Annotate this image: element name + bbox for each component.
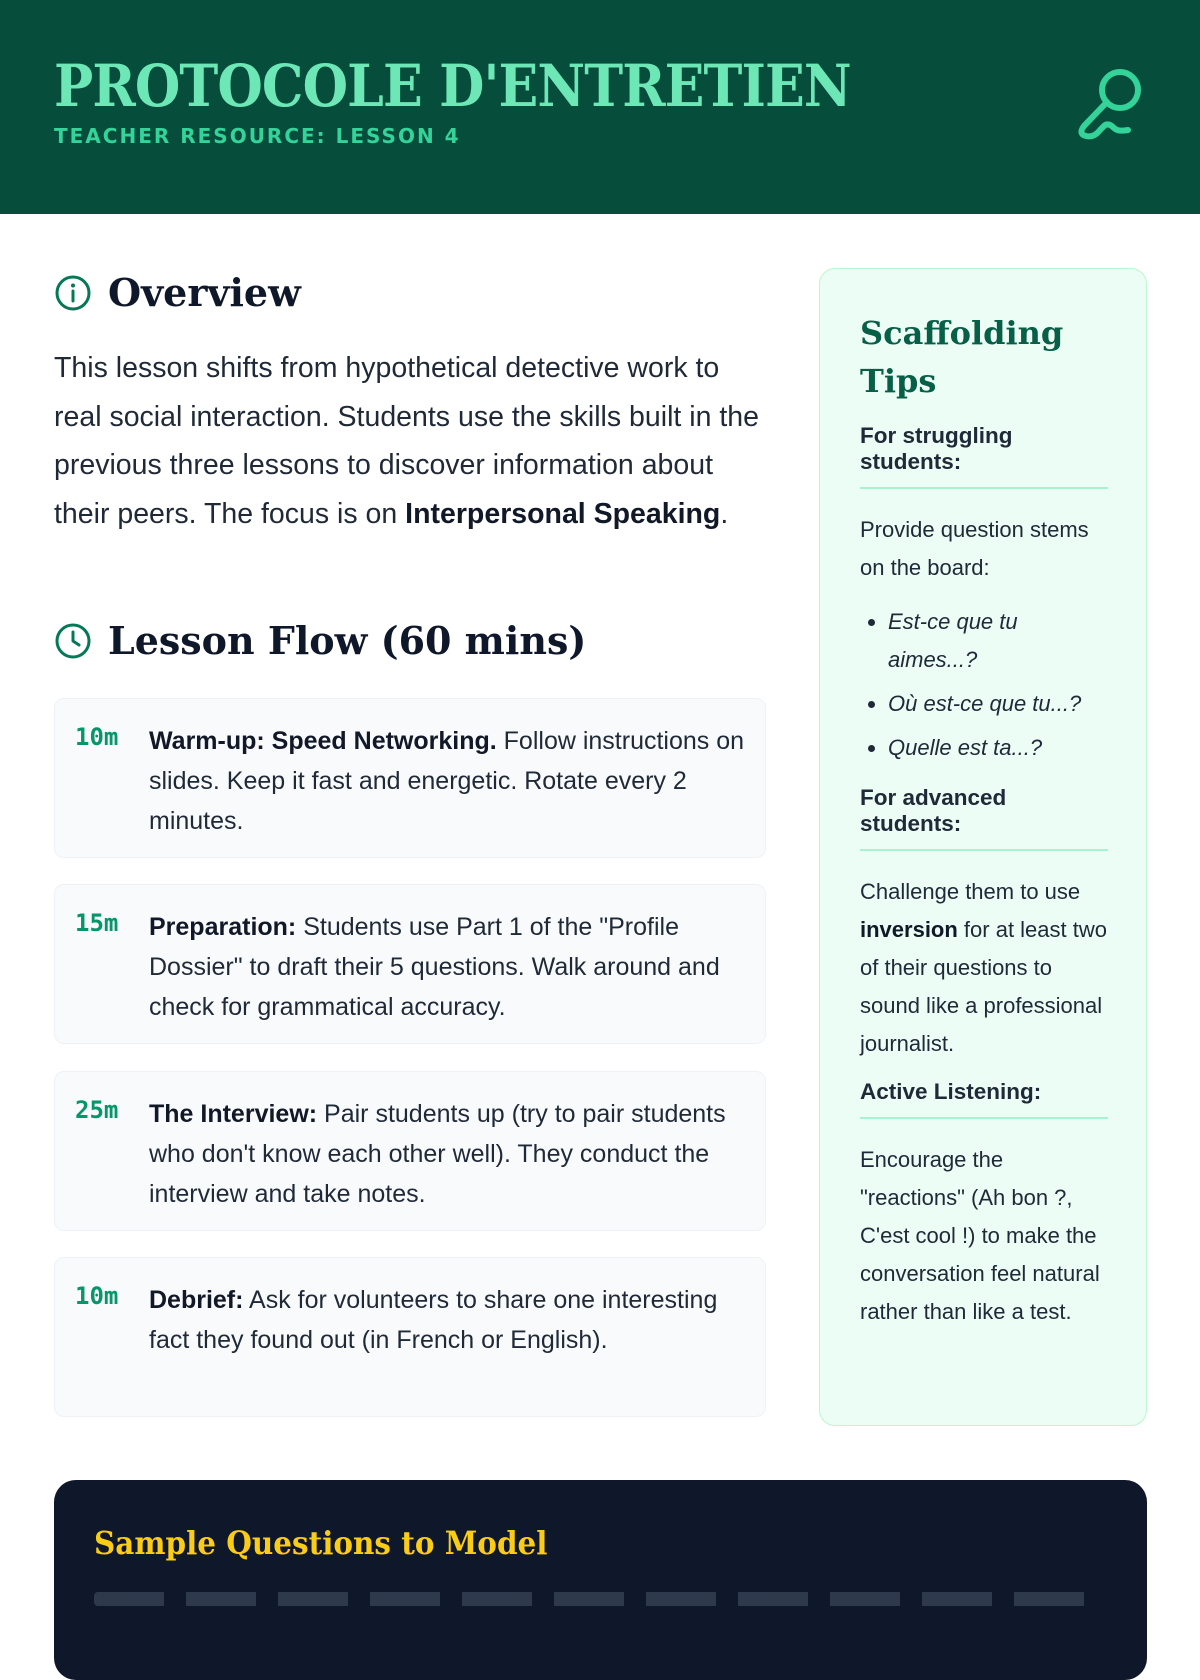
step-time: 25m: [75, 1096, 119, 1124]
struggling-text: Provide question stems on the board:: [860, 517, 1089, 580]
listening-text: Encourage the "reactions" (Ah bon ?, C'est cool !) to make the conversation feel natural rather than like a test.: [860, 1147, 1100, 1324]
page-subtitle: TEACHER RESOURCE: LESSON 4: [54, 124, 461, 148]
advanced-text: [860, 873, 1108, 1063]
step-text: [149, 1094, 745, 1214]
step-text: [149, 721, 745, 841]
step-text: [149, 1280, 745, 1360]
page-title: PROTOCOLE D'ENTRETIEN: [54, 52, 851, 120]
advanced-text-start: Challenge them to use: [860, 879, 1081, 904]
clock-icon: [54, 622, 92, 660]
lesson-flow-title: Lesson Flow (60 mins): [108, 618, 587, 663]
sidebar-title: Scaffolding Tips: [860, 314, 1064, 400]
microphone-icon: [1074, 64, 1146, 144]
overview-text-end: .: [720, 497, 729, 530]
advanced-text-end: for at least two of their questions to sound like a professional journalist.: [860, 917, 1107, 1056]
flow-step: [54, 698, 766, 858]
advanced-label: For advanced students:: [860, 785, 1108, 851]
overview-paragraph: [54, 344, 766, 538]
step-time: 10m: [75, 723, 119, 751]
scaffolding-sidebar: [819, 268, 1147, 1426]
step-title: Preparation:: [149, 913, 297, 941]
step-time: 10m: [75, 1282, 119, 1310]
step-description: Pair students up (try to pair students who don't know each other well). They conduct the interview and take notes.: [149, 1100, 726, 1208]
flow-step: [54, 884, 766, 1044]
info-icon: [54, 274, 92, 312]
sample-questions-title: Sample Questions to Model: [94, 1524, 548, 1562]
question-stems-list: [860, 603, 1108, 767]
list-item: • Où est-ce que tu...?: [888, 685, 1108, 723]
listening-label: Active Listening:: [860, 1079, 1108, 1119]
sidebar-content: [860, 309, 1108, 1347]
step-text: [149, 907, 745, 1027]
step-description: Students use Part 1 of the "Profile Dossier" to draft their 5 questions. Walk around and check for grammatical accuracy.: [149, 913, 720, 1021]
step-title: Debrief:: [149, 1286, 244, 1314]
list-item: • Est-ce que tu aimes...?: [888, 603, 1108, 679]
step-title: The Interview:: [149, 1100, 318, 1128]
list-item: • Quelle est ta...?: [888, 729, 1108, 767]
cut-off-text-line: [94, 1592, 1104, 1606]
overview-emphasis: Interpersonal Speaking: [405, 497, 721, 530]
lesson-flow-heading: [54, 618, 586, 663]
flow-step: [54, 1257, 766, 1417]
step-time: 15m: [75, 909, 119, 937]
flow-step: [54, 1071, 766, 1231]
step-description: Follow instructions on slides. Keep it fast and energetic. Rotate every 2 minutes.: [149, 727, 745, 835]
struggling-label: For struggling students:: [860, 423, 1108, 489]
advanced-emphasis: inversion: [860, 917, 958, 942]
step-description: Ask for volunteers to share one interesting fact they found out (in French or English).: [149, 1286, 718, 1354]
overview-title: Overview: [108, 270, 301, 315]
sample-questions-panel: [54, 1480, 1147, 1680]
page-header: [0, 0, 1200, 214]
step-title: Warm-up: Speed Networking.: [149, 727, 497, 755]
overview-heading: [54, 270, 301, 315]
overview-text: This lesson shifts from hypothetical detective work to real social interaction. Students use the skills built in the previous three lessons to discover information about their peers. The focus is on: [54, 352, 759, 530]
